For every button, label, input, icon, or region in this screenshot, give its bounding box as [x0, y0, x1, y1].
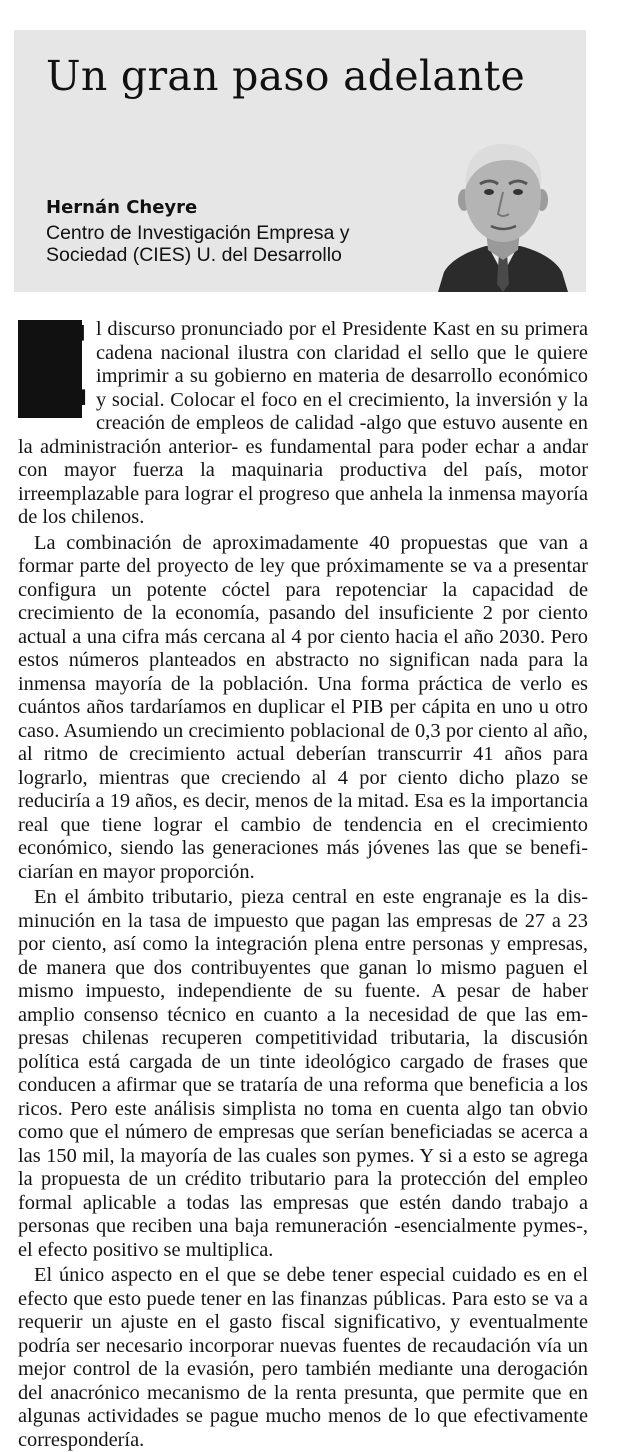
author-portrait-icon	[438, 134, 568, 292]
article-paragraph: La combinación de aproximadamente 40 propuestas que van a formar parte del proyecto de ley que próximamente se va a presentar configura un potente cóctel para repotenciar la capacidad de crecimiento de la economía, pasando del insuficiente 2 por ciento actual a una cifra más cercana al 4 por ciento hacia el año 2030. Pero estos números planteados en abstracto no significan nada para la inmensa mayoría de la población. Una forma práctica de verlo es cuántos años tardaríamos en duplicar el PIB per cápita en uno u otro caso. Asumiendo un crecimiento poblacional de 0,3 por ciento al año, al ritmo de crecimiento actual deberían transcurrir 41 años para lograrlo, mientras que creciendo al 4 por ciento dicho plazo se reduciría a 19 años, es decir, menos de la mitad. Esa es la importancia real que tiene lograr el cambio de tendencia en el crecimiento económico, siendo las generaciones más jóvenes las que se beneficiarían en mayor proporción.	[18, 531, 588, 883]
author-affiliation-line2: Sociedad (CIES) U. del Desarrollo	[46, 244, 342, 266]
author-affiliation-line1: Centro de Investigación Empresa y	[46, 222, 350, 244]
article-paragraph: En el ámbito tributario, pieza central en este engranaje es la disminución en la tasa de impuesto que pagan las empresas de 27 a 23 por ciento, así como la integración plena entre personas y empresas, de manera que dos contribuyentes que ganan lo mismo paguen el mismo impuesto, independiente de su fuente. A pesar de haber amplio consenso técnico en cuanto a la necesidad de que las empresas chilenas recuperen competitividad tributaria, la discusión política está cargada de un tinte ideológico cargado de frases que conducen a afirmar que se trataría de una reforma que beneficia a los ricos. Pero este análisis simplista no toma en cuenta algo tan obvio como que el número de empresas que serían beneficiadas se acerca a las 150 mil, la mayoría de las cuales son pymes. Y si a esto se agrega la propuesta de un crédito tributario para la protección del empleo formal aplicable a todas las empresas que estén dando trabajo a personas que reciben una baja remuneración -esencialmente pymes-, el efecto positivo se multiplica.	[18, 886, 588, 1261]
article-body	[18, 303, 588, 1452]
page-title: Un gran paso adelante	[46, 52, 526, 100]
article-paragraph	[18, 303, 588, 530]
drop-cap	[18, 303, 94, 431]
drop-cap-letter: E	[18, 303, 94, 431]
paragraph-text: l discurso pronunciado por el Presidente Kast en su primera cadena nacional ilustra con claridad el sello que le quiere imprimir a su gobierno en materia de desarrollo económico y social. Colocar el foco en el crecimiento, la inversión y la creación de empleos de calidad -algo que estuvo ausente en la administración anterior- es fundamental para poder echar a andar con mayor fuerza la maquinaria productiva del país, motor irreemplazable para lograr el progreso que anhela la inmensa mayoría de los chilenos.	[18, 318, 588, 528]
author-name: Hernán Cheyre	[46, 197, 198, 218]
article-paragraph: El único aspecto en el que se debe tener especial cuidado es en el efecto que esto puede tener en las finanzas públicas. Para esto se va a requerir un ajuste en el gasto fiscal significativo, y eventualmente podría ser necesario incorporar nuevas fuentes de recaudación vía un mejor control de la evasión, pero también mediante una derogación del anacrónico mecanismo de la renta presunta, que permite que en algunas actividades se pague mucho menos de lo que efectivamente correspondería.	[18, 1264, 588, 1451]
